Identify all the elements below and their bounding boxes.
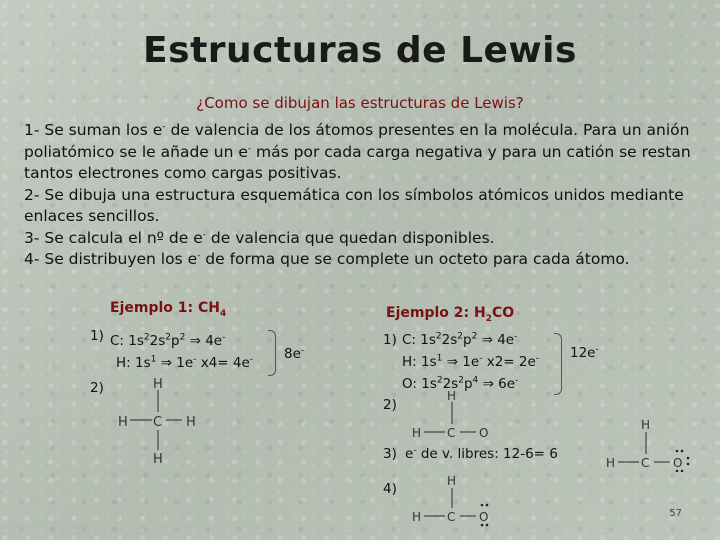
step-2: 2- Se dibuja una estructura esquemática con los símbolos atómicos unidos mediante enlaces sencillos. — [24, 185, 684, 225]
step-1-text-c: más por cada carga negativa y para un catión se restan tantos electrones como cargas positivas. — [24, 142, 691, 182]
ex1-total-text: 8e — [284, 346, 301, 362]
ex2-l3-sup3: 4 — [472, 375, 479, 386]
lone-pair-dot — [486, 504, 489, 507]
ex2-l1-sup2: 2 — [457, 331, 463, 342]
arrow-icon: ⇒ — [446, 354, 458, 370]
ex2-l3-mid: 2s — [442, 376, 459, 392]
ex2-total-text: 12e — [570, 345, 596, 361]
atom-h-top: H — [153, 377, 163, 392]
ex2-l1-sup3: 2 — [471, 331, 478, 342]
ex2-l2-result: x2= 2e — [486, 354, 536, 370]
step-3-text-b: de valencia que quedan disponibles. — [206, 228, 495, 247]
atom-o: O — [479, 426, 489, 440]
ex2-l1-result: 4e — [497, 332, 515, 348]
ex1-l1-mid: 2s — [149, 333, 166, 349]
example-1-title-sub: 4 — [219, 308, 227, 319]
example-2-step-1-label: 1) — [383, 332, 397, 348]
lone-pair-dot — [681, 470, 684, 472]
ex1-l2-sup: 1 — [150, 354, 157, 365]
atom-h-left: H — [412, 510, 422, 524]
example-1-total — [284, 346, 304, 362]
atom-c: C — [153, 415, 163, 430]
atom-c: C — [447, 426, 456, 440]
step-4-text-b: de forma que se complete un octeto para cada átomo. — [200, 250, 630, 268]
minus-sup: - — [247, 143, 252, 154]
ex1-l2-mid: 1e — [176, 355, 194, 371]
example-1-lewis-structure — [110, 374, 210, 464]
lone-pair-dot — [687, 457, 690, 460]
example-2-title-suffix: CO — [491, 305, 515, 321]
lone-pair-dot — [687, 463, 690, 466]
ex1-l1-sup1: 2 — [143, 332, 150, 343]
example-1-step-2-label: 2) — [90, 380, 104, 396]
arrow-icon: ⇒ — [481, 332, 493, 348]
ex2-s3-text-a: e — [405, 446, 414, 462]
minus-sup: - — [514, 331, 518, 342]
ex2-l1-prefix: C: 1s — [402, 332, 436, 348]
minus-sup: - — [197, 250, 201, 261]
example-2-title — [386, 305, 515, 324]
lone-pair-dot — [486, 524, 489, 527]
ex2-l2-sup: 1 — [436, 353, 443, 364]
ex2-l1-sup1: 2 — [435, 331, 442, 342]
step-1 — [24, 120, 704, 185]
step-1-text-a: 1- Se suman los e — [24, 121, 163, 139]
example-2-step-2-label: 2) — [383, 397, 397, 413]
minus-sup: - — [193, 354, 197, 365]
example-2-step-3-text — [405, 446, 558, 462]
ex2-l3-sup1: 2 — [436, 375, 443, 386]
lone-pair-dot — [481, 504, 484, 507]
atom-h-left: H — [118, 415, 128, 430]
minus-sup: - — [595, 344, 599, 355]
atom-h-top: H — [641, 418, 651, 432]
slide-subtitle: ¿Como se dibujan las estructuras de Lewis? — [196, 94, 524, 112]
atom-h-top: H — [447, 474, 457, 488]
lone-pair-dot — [676, 450, 679, 453]
ex1-l1-p: p — [170, 333, 180, 349]
example-2-step-3-structure — [604, 416, 696, 472]
minus-sup: - — [413, 445, 417, 456]
minus-sup: - — [249, 354, 254, 365]
lone-pair-dot — [481, 524, 484, 527]
example-1-title — [110, 300, 227, 319]
step-4 — [24, 249, 704, 271]
minus-sup: - — [202, 229, 206, 240]
ex2-l2-prefix: H: 1s — [402, 354, 437, 370]
atom-o: O — [479, 510, 489, 524]
step-4-text-a: 4- Se distribuyen los e — [24, 250, 198, 268]
ex2-l3-p: p — [463, 376, 473, 392]
step-1-text-b: de valencia de los átomos presentes en la molécula. Para un anión poliatómico se le añade un e — [24, 121, 690, 161]
ex1-l2-result: x4= 4e — [200, 355, 250, 371]
slide-title: Estructuras de Lewis — [143, 30, 577, 71]
atom-h-bottom: H — [153, 452, 163, 464]
ex2-l3-sup2: 2 — [458, 375, 464, 386]
example-2-step-4-label: 4) — [383, 481, 397, 497]
minus-sup: - — [222, 332, 226, 343]
atom-c: C — [641, 456, 650, 470]
ex2-l3-result: 6e — [498, 376, 516, 392]
atom-h-left: H — [606, 456, 616, 470]
ex2-l1-mid: 2s — [441, 332, 458, 348]
example-1-bracket — [268, 330, 276, 376]
ex1-l1-sup2: 2 — [165, 332, 171, 343]
atom-h-right: H — [186, 415, 196, 430]
example-1-line-1 — [110, 333, 225, 349]
example-1-title-text: Ejemplo 1: CH — [110, 300, 220, 316]
ex2-s3-text-b: de v. libres: 12-6= 6 — [416, 446, 558, 462]
steps-list — [24, 120, 704, 271]
page-number: 57 — [669, 508, 682, 519]
example-2-step-3-label: 3) — [383, 446, 397, 462]
example-2-step-2-structure — [410, 388, 500, 444]
ex1-l1-prefix: C: 1s — [110, 333, 144, 349]
ex2-l1-p: p — [462, 332, 472, 348]
arrow-icon: ⇒ — [160, 355, 172, 371]
minus-sup: - — [300, 345, 305, 356]
ex2-l2-mid: 1e — [462, 354, 480, 370]
example-1-step-1-label: 1) — [90, 328, 104, 344]
example-2-title-text: Ejemplo 2: H — [386, 305, 486, 321]
minus-sup: - — [479, 353, 483, 364]
step-3 — [24, 228, 704, 250]
arrow-icon: ⇒ — [482, 376, 494, 392]
ex1-l1-sup3: 2 — [179, 332, 186, 343]
atom-h-top: H — [447, 389, 457, 403]
atom-h-left: H — [412, 426, 422, 440]
example-2-line-1 — [402, 332, 517, 348]
example-2-step-4-structure — [410, 472, 500, 528]
arrow-icon: ⇒ — [189, 333, 201, 349]
lone-pair-dot — [681, 450, 684, 453]
atom-o: O — [673, 456, 683, 470]
minus-sup: - — [162, 121, 166, 132]
example-2-title-sub: 2 — [485, 313, 492, 324]
ex2-l3-prefix: O: 1s — [402, 376, 437, 392]
example-2-line-2 — [402, 354, 539, 370]
minus-sup: - — [515, 375, 519, 386]
atom-c: C — [447, 510, 456, 524]
example-1-line-2 — [116, 355, 253, 371]
example-2-bracket — [554, 333, 562, 395]
ex1-l2-prefix: H: 1s — [116, 355, 151, 371]
lone-pair-dot — [676, 470, 679, 472]
minus-sup: - — [535, 353, 540, 364]
ex1-l1-result: 4e — [205, 333, 223, 349]
step-3-text-a: 3- Se calcula el nº de e — [24, 228, 203, 247]
example-2-total — [570, 345, 599, 361]
